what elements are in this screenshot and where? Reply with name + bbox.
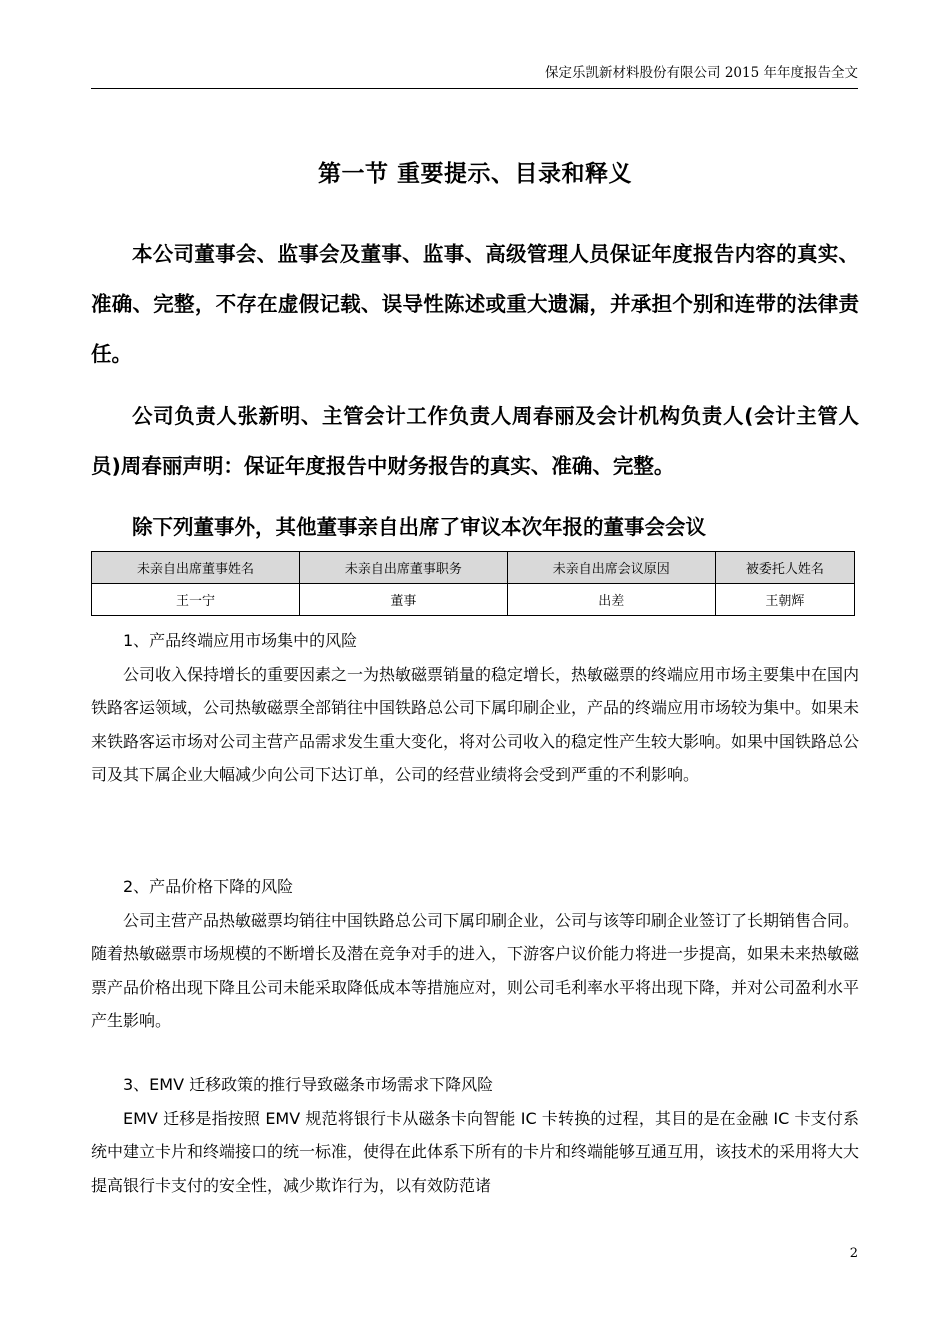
table-header-cell: 被委托人姓名 xyxy=(715,552,854,584)
director-attendance-statement xyxy=(91,502,859,552)
risk-paragraph: 公司主营产品热敏磁票均销往中国铁路总公司下属印刷企业，公司与该等印刷企业签订了长期销售合同。随着热敏磁票市场规模的不断增长及潜在竞争对手的进入，下游客户议价能力将进一步提高，如果未来热敏磁票产品价格出现下降且公司未能采取降低成本等措施应对，则公司毛利率水平将出现下降，并对公司盈利水平产生影响。 xyxy=(91,910,860,1030)
table-row xyxy=(92,584,855,616)
header-divider xyxy=(91,88,858,89)
risk-section-3 xyxy=(91,1068,859,1202)
absent-directors-table xyxy=(91,551,855,616)
board-statement xyxy=(91,229,859,379)
table-cell: 出差 xyxy=(507,584,715,616)
table-header-cell: 未亲自出席董事姓名 xyxy=(92,552,300,584)
page-number: 2 xyxy=(849,1246,858,1261)
risk-paragraph: EMV 迁移是指按照 EMV 规范将银行卡从磁条卡向智能 IC 卡转换的过程，其目的是在金融 IC 卡支付系统中建立卡片和终端接口的统一标准，使得在此体系下所有的卡片和终端能够互通互用，该技术的采用将大大提高银行卡支付的安全性，减少欺诈行为，以有效防范诸 xyxy=(91,1108,860,1195)
risk-section-1 xyxy=(91,624,859,792)
section-title: 第一节 重要提示、目录和释义 xyxy=(317,161,632,187)
table-header-row xyxy=(92,552,855,584)
risk-heading: 3、EMV 迁移政策的推行导致磁条市场需求下降风险 xyxy=(123,1075,494,1094)
risk-section-2 xyxy=(91,870,859,1038)
board-statement-text: 本公司董事会、监事会及董事、监事、高级管理人员保证年度报告内容的真实、准确、完整，不存在虚假记载、误导性陈述或重大遗漏，并承担个别和连带的法律责任。 xyxy=(91,242,859,366)
table-header-cell: 未亲自出席会议原因 xyxy=(507,552,715,584)
table-cell: 董事 xyxy=(299,584,507,616)
running-header: 保定乐凯新材料股份有限公司 2015 年年度报告全文 xyxy=(545,65,858,81)
responsible-persons-statement xyxy=(91,391,859,491)
table-cell: 王朝辉 xyxy=(715,584,854,616)
responsible-persons-text: 公司负责人张新明、主管会计工作负责人周春丽及会计机构负责人(会计主管人员)周春丽声明：保证年度报告中财务报告的真实、准确、完整。 xyxy=(91,404,859,478)
risk-heading: 1、产品终端应用市场集中的风险 xyxy=(123,631,358,650)
risk-paragraph: 公司收入保持增长的重要因素之一为热敏磁票销量的稳定增长，热敏磁票的终端应用市场主要集中在国内铁路客运领域，公司热敏磁票全部销往中国铁路总公司下属印刷企业，产品的终端应用市场较为集中。如果未来铁路客运市场对公司主营产品需求发生重大变化，将对公司收入的稳定性产生较大影响。如果中国铁路总公司及其下属企业大幅减少向公司下达订单，公司的经营业绩将会受到严重的不利影响。 xyxy=(91,664,860,784)
director-attendance-text: 除下列董事外，其他董事亲自出席了审议本次年报的董事会会议 xyxy=(132,515,706,539)
risk-heading: 2、产品价格下降的风险 xyxy=(123,877,294,896)
table-cell: 王一宁 xyxy=(92,584,300,616)
table-header-cell: 未亲自出席董事职务 xyxy=(299,552,507,584)
